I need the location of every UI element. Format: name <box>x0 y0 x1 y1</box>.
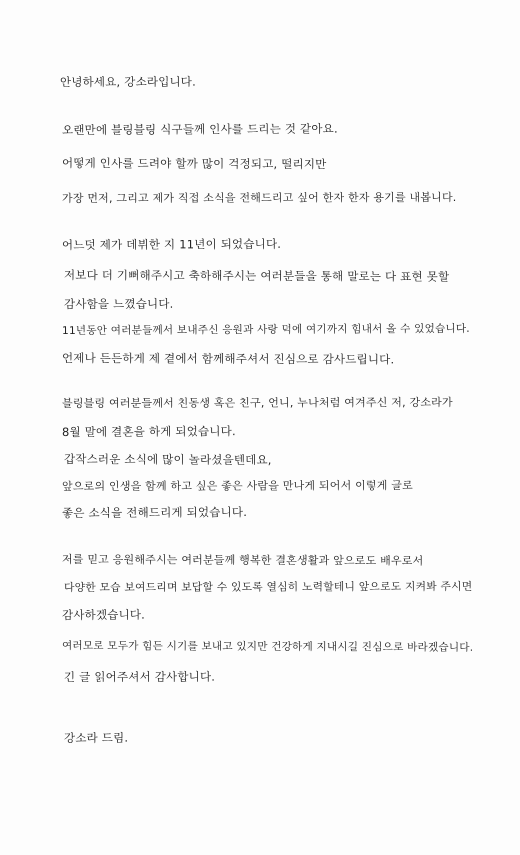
letter-line: 저를 믿고 응원해주시는 여러분들께 행복한 결혼생활과 앞으로도 배우로서 <box>61 553 424 568</box>
letter-line: 감사하겠습니다. <box>61 607 146 622</box>
letter-line: 여러모로 모두가 힘든 시기를 보내고 있지만 건강하게 지내시길 진심으로 바라겠습니다. <box>61 640 474 654</box>
letter-line: 저보다 더 기뻐해주시고 축하해주시는 여러분들을 통해 말로는 다 표현 못할 <box>63 268 450 284</box>
letter-line: 11년동안 여러분들께서 보내주신 응원과 사랑 덕에 여기까지 힘내서 올 수 있었습니다. <box>61 322 470 337</box>
greeting-line: 안녕하세요, 강소라입니다. <box>59 74 196 89</box>
letter-line: 8월 말에 결혼을 하게 되었습니다. <box>61 424 236 439</box>
letter-line: 감사함을 느꼈습니다. <box>63 296 174 311</box>
letter-line: 어떻게 인사를 드려야 할까 많이 걱정되고, 떨리지만 <box>61 156 327 172</box>
letter-line: 블링블링 여러분들께서 친동생 혹은 친구, 언니, 누나처럼 여겨주신 저, 강소라가 <box>61 395 453 410</box>
letter-line: 다양한 모습 보여드리며 보답할 수 있도록 열심히 노력할테니 앞으로도 지켜봐 주시면 <box>63 579 473 594</box>
letter-line: 긴 글 읽어주셔서 감사합니다. <box>63 669 216 684</box>
letter-line: 갑작스러운 소식에 많이 놀라셨을텐데요, <box>63 452 272 467</box>
letter-line: 오랜만에 블링블링 식구들께 인사를 드리는 것 같아요. <box>61 121 338 137</box>
letter-line: 좋은 소식을 전해드리게 되었습니다. <box>61 505 248 520</box>
letter-line: 언제나 든든하게 제 곁에서 함께해주셔서 진심으로 감사드립니다. <box>61 351 395 367</box>
letter-line: 어느덧 제가 데뷔한 지 11년이 되었습니다. <box>61 236 282 252</box>
letter-line: 앞으로의 인생을 함께 하고 싶은 좋은 사람을 만나게 되어서 이렇게 글로 <box>61 479 413 493</box>
letter-line: 가장 먼저, 그리고 제가 직접 소식을 전해드리고 싶어 한자 한자 용기를 내봅니다. <box>61 190 457 205</box>
signature: 강소라 드림. <box>63 730 129 745</box>
